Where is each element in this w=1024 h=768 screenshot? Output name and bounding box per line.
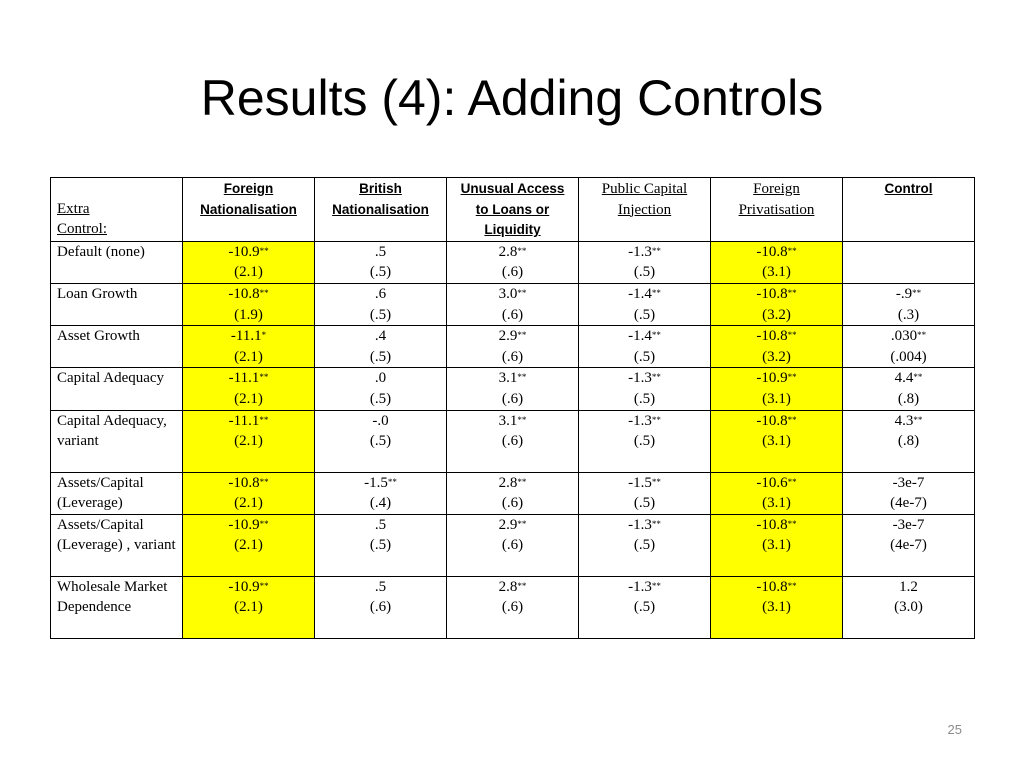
table-cell bbox=[711, 576, 843, 638]
table-cell bbox=[843, 326, 975, 368]
standard-error: (.5) bbox=[633, 390, 656, 407]
table-row bbox=[51, 368, 975, 410]
estimate-line bbox=[321, 473, 440, 494]
standard-error: (.5) bbox=[633, 306, 656, 323]
significance-stars: ** bbox=[913, 372, 923, 383]
estimate-line bbox=[189, 515, 308, 536]
estimate-line bbox=[453, 284, 572, 305]
estimate-value: 3.1 bbox=[498, 370, 518, 387]
table-cell bbox=[183, 410, 315, 472]
standard-error: (.5) bbox=[369, 537, 392, 554]
row-label: Asset Growth bbox=[51, 326, 183, 368]
estimate-line bbox=[585, 473, 704, 494]
estimate-line bbox=[321, 368, 440, 389]
estimate-value: .5 bbox=[374, 516, 387, 533]
significance-stars: ** bbox=[517, 330, 527, 341]
estimate-value: -10.8 bbox=[756, 412, 788, 429]
significance-stars: ** bbox=[787, 245, 797, 256]
row-label: Loan Growth bbox=[51, 283, 183, 325]
estimate-line bbox=[453, 411, 572, 432]
column-header-british-nationalisation: British Nationalisation bbox=[315, 178, 447, 242]
estimate-value: -1.3 bbox=[628, 370, 652, 387]
column-header-public-capital-injection: Public Capital Injection bbox=[579, 178, 711, 242]
estimate-line bbox=[585, 284, 704, 305]
standard-error: (.6) bbox=[501, 433, 524, 450]
table-row bbox=[51, 326, 975, 368]
table-cell bbox=[447, 283, 579, 325]
table-cell bbox=[579, 326, 711, 368]
table-cell bbox=[315, 326, 447, 368]
table-cell bbox=[447, 326, 579, 368]
estimate-line bbox=[849, 577, 968, 598]
table-cell bbox=[711, 368, 843, 410]
table-cell bbox=[843, 368, 975, 410]
estimate-line bbox=[189, 473, 308, 494]
estimate-value: -1.3 bbox=[628, 243, 652, 260]
table-cell bbox=[183, 241, 315, 283]
standard-error: (.8) bbox=[897, 433, 920, 450]
standard-error: (.5) bbox=[633, 348, 656, 365]
table-cell bbox=[579, 576, 711, 638]
standard-error: (.6) bbox=[501, 264, 524, 281]
estimate-value: -.9 bbox=[895, 285, 913, 302]
estimate-value: -1.5 bbox=[364, 474, 388, 491]
table-cell bbox=[183, 576, 315, 638]
significance-stars: ** bbox=[259, 245, 269, 256]
table-row bbox=[51, 241, 975, 283]
standard-error: (2.1) bbox=[234, 264, 263, 281]
significance-stars: ** bbox=[913, 414, 923, 425]
table-cell bbox=[315, 576, 447, 638]
significance-stars: ** bbox=[517, 518, 527, 529]
standard-error: (.3) bbox=[897, 306, 920, 323]
estimate-value: -1.4 bbox=[628, 285, 652, 302]
standard-error: (3.0) bbox=[894, 599, 923, 616]
significance-stars: ** bbox=[651, 372, 661, 383]
significance-stars: ** bbox=[517, 414, 527, 425]
estimate-value: 3.0 bbox=[498, 285, 518, 302]
table-cell bbox=[579, 472, 711, 514]
estimate-line bbox=[585, 515, 704, 536]
standard-error: (.5) bbox=[633, 537, 656, 554]
table-cell bbox=[579, 410, 711, 472]
slide-title: Results (4): Adding Controls bbox=[200, 70, 824, 126]
standard-error: (.8) bbox=[897, 390, 920, 407]
estimate-line bbox=[453, 326, 572, 347]
estimate-value: 4.3 bbox=[894, 412, 914, 429]
estimate-value: .4 bbox=[374, 328, 387, 345]
estimate-value: 3.1 bbox=[498, 412, 518, 429]
table-body bbox=[51, 241, 975, 638]
estimate-line bbox=[849, 284, 968, 305]
estimate-value: .0 bbox=[374, 370, 387, 387]
significance-stars: ** bbox=[651, 518, 661, 529]
table-cell bbox=[315, 283, 447, 325]
estimate-value: -11.1 bbox=[230, 328, 262, 345]
estimate-line bbox=[189, 242, 308, 263]
standard-error: (.4) bbox=[369, 495, 392, 512]
estimate-line bbox=[849, 473, 968, 494]
significance-stars: ** bbox=[259, 414, 269, 425]
estimate-line bbox=[453, 473, 572, 494]
page-number: 25 bbox=[947, 722, 962, 737]
standard-error: (3.1) bbox=[762, 495, 791, 512]
estimate-value: -1.3 bbox=[628, 578, 652, 595]
table-cell bbox=[711, 410, 843, 472]
table-cell bbox=[183, 472, 315, 514]
table-row bbox=[51, 576, 975, 638]
table-cell bbox=[447, 241, 579, 283]
standard-error: (2.1) bbox=[234, 390, 263, 407]
estimate-line bbox=[321, 242, 440, 263]
table-cell bbox=[711, 241, 843, 283]
standard-error: (.004) bbox=[890, 348, 927, 365]
standard-error: (2.1) bbox=[234, 433, 263, 450]
estimate-value: 4.4 bbox=[894, 370, 914, 387]
table-cell bbox=[447, 576, 579, 638]
table-cell bbox=[315, 241, 447, 283]
standard-error: (3.1) bbox=[762, 433, 791, 450]
table-cell bbox=[579, 283, 711, 325]
significance-stars: ** bbox=[259, 580, 269, 591]
estimate-value: 2.8 bbox=[498, 474, 518, 491]
significance-stars: ** bbox=[651, 287, 661, 298]
standard-error: (.6) bbox=[501, 495, 524, 512]
standard-error: (4e-7) bbox=[890, 537, 927, 554]
significance-stars: ** bbox=[787, 372, 797, 383]
estimate-line bbox=[717, 411, 836, 432]
estimate-line bbox=[453, 368, 572, 389]
corner-label-line: Extra bbox=[57, 200, 90, 217]
column-header-unusual-access: Unusual Access to Loans or Liquidity bbox=[447, 178, 579, 242]
estimate-value: -10.8 bbox=[756, 578, 788, 595]
estimate-line bbox=[585, 326, 704, 347]
row-label: Wholesale Market Dependence bbox=[51, 576, 183, 638]
significance-stars: ** bbox=[259, 287, 269, 298]
standard-error: (2.1) bbox=[234, 537, 263, 554]
estimate-value: -10.8 bbox=[228, 285, 260, 302]
estimate-line bbox=[717, 242, 836, 263]
standard-error: (.5) bbox=[633, 495, 656, 512]
standard-error: (.6) bbox=[501, 348, 524, 365]
table-cell bbox=[447, 368, 579, 410]
standard-error: (3.1) bbox=[762, 537, 791, 554]
estimate-value: 2.8 bbox=[498, 243, 518, 260]
column-header-foreign-nationalisation: Foreign Nationalisation bbox=[183, 178, 315, 242]
results-table bbox=[50, 177, 975, 639]
significance-stars: ** bbox=[259, 372, 269, 383]
estimate-line bbox=[321, 326, 440, 347]
estimate-value: -10.8 bbox=[756, 285, 788, 302]
standard-error: (.5) bbox=[369, 433, 392, 450]
significance-stars: ** bbox=[517, 476, 527, 487]
table-cell bbox=[843, 283, 975, 325]
table-cell bbox=[183, 283, 315, 325]
table-cell bbox=[315, 514, 447, 576]
row-label: Capital Adequacy bbox=[51, 368, 183, 410]
standard-error: (4e-7) bbox=[890, 495, 927, 512]
estimate-line bbox=[189, 577, 308, 598]
estimate-value: 1.2 bbox=[899, 578, 918, 595]
table-cell bbox=[447, 514, 579, 576]
estimate-value: -10.8 bbox=[756, 328, 788, 345]
estimate-line bbox=[849, 368, 968, 389]
estimate-value: -3e-7 bbox=[892, 516, 925, 533]
estimate-value: -1.3 bbox=[628, 412, 652, 429]
row-label: Capital Adequacy, variant bbox=[51, 410, 183, 472]
table-cell bbox=[843, 241, 975, 283]
standard-error: (1.9) bbox=[234, 306, 263, 323]
table-cell bbox=[579, 514, 711, 576]
standard-error: (.5) bbox=[633, 264, 656, 281]
estimate-value: 2.9 bbox=[498, 328, 518, 345]
table-cell bbox=[447, 472, 579, 514]
estimate-line bbox=[717, 368, 836, 389]
standard-error: (.6) bbox=[501, 537, 524, 554]
significance-stars: * bbox=[261, 330, 267, 341]
significance-stars: ** bbox=[259, 476, 269, 487]
significance-stars: ** bbox=[651, 245, 661, 256]
standard-error: (.6) bbox=[501, 306, 524, 323]
estimate-line bbox=[453, 242, 572, 263]
table-cell bbox=[711, 514, 843, 576]
significance-stars: ** bbox=[387, 476, 397, 487]
significance-stars: ** bbox=[787, 580, 797, 591]
significance-stars: ** bbox=[651, 580, 661, 591]
estimate-line bbox=[189, 411, 308, 432]
estimate-value: -10.6 bbox=[756, 474, 788, 491]
significance-stars: ** bbox=[517, 372, 527, 383]
estimate-line bbox=[321, 411, 440, 432]
row-label: Assets/Capital (Leverage) , variant bbox=[51, 514, 183, 576]
standard-error: (.6) bbox=[501, 390, 524, 407]
estimate-value: -10.9 bbox=[228, 516, 260, 533]
table-row bbox=[51, 283, 975, 325]
estimate-line bbox=[717, 284, 836, 305]
estimate-line bbox=[585, 577, 704, 598]
estimate-line bbox=[189, 284, 308, 305]
estimate-value: .6 bbox=[374, 285, 387, 302]
estimate-value: -10.8 bbox=[756, 243, 788, 260]
significance-stars: ** bbox=[517, 580, 527, 591]
estimate-value: -10.9 bbox=[756, 370, 788, 387]
estimate-value: -10.8 bbox=[228, 474, 260, 491]
table-cell bbox=[579, 241, 711, 283]
table-cell bbox=[315, 368, 447, 410]
estimate-line bbox=[321, 284, 440, 305]
standard-error: (3.1) bbox=[762, 599, 791, 616]
table-cell bbox=[843, 472, 975, 514]
table-cell bbox=[843, 514, 975, 576]
estimate-value: .030 bbox=[890, 328, 918, 345]
estimate-line bbox=[321, 577, 440, 598]
estimate-line bbox=[585, 411, 704, 432]
standard-error: (3.1) bbox=[762, 264, 791, 281]
corner-label bbox=[51, 178, 183, 242]
standard-error: (.6) bbox=[501, 599, 524, 616]
standard-error: (2.1) bbox=[234, 348, 263, 365]
estimate-value: .5 bbox=[374, 578, 387, 595]
estimate-line bbox=[189, 326, 308, 347]
estimate-line bbox=[717, 515, 836, 536]
estimate-value: -.0 bbox=[372, 412, 389, 429]
estimate-line bbox=[453, 515, 572, 536]
estimate-value: 2.8 bbox=[498, 578, 518, 595]
table-cell bbox=[315, 410, 447, 472]
significance-stars: ** bbox=[912, 287, 922, 298]
significance-stars: ** bbox=[651, 330, 661, 341]
significance-stars: ** bbox=[787, 287, 797, 298]
table-cell bbox=[447, 410, 579, 472]
estimate-value: -10.9 bbox=[228, 243, 260, 260]
estimate-value: -10.8 bbox=[756, 516, 788, 533]
standard-error: (.5) bbox=[633, 433, 656, 450]
header-row bbox=[51, 178, 975, 242]
significance-stars: ** bbox=[917, 330, 927, 341]
estimate-value: -11.1 bbox=[228, 412, 260, 429]
table-cell bbox=[711, 326, 843, 368]
table-row bbox=[51, 514, 975, 576]
standard-error: (3.1) bbox=[762, 390, 791, 407]
standard-error: (.5) bbox=[369, 264, 392, 281]
standard-error: (.5) bbox=[369, 306, 392, 323]
standard-error: (2.1) bbox=[234, 599, 263, 616]
estimate-line bbox=[585, 242, 704, 263]
table-row bbox=[51, 410, 975, 472]
standard-error: (2.1) bbox=[234, 495, 263, 512]
row-label: Assets/Capital (Leverage) bbox=[51, 472, 183, 514]
estimate-line bbox=[717, 326, 836, 347]
estimate-value: -10.9 bbox=[228, 578, 260, 595]
significance-stars: ** bbox=[787, 476, 797, 487]
standard-error: (3.2) bbox=[762, 306, 791, 323]
table-cell bbox=[711, 472, 843, 514]
standard-error: (.6) bbox=[369, 599, 392, 616]
estimate-line bbox=[321, 515, 440, 536]
column-header-foreign-privatisation: Foreign Privatisation bbox=[711, 178, 843, 242]
table-cell bbox=[183, 514, 315, 576]
significance-stars: ** bbox=[787, 518, 797, 529]
estimate-value: -11.1 bbox=[228, 370, 260, 387]
corner-label-line: Control: bbox=[57, 221, 108, 238]
estimate-line bbox=[849, 411, 968, 432]
estimate-value: 2.9 bbox=[498, 516, 518, 533]
significance-stars: ** bbox=[517, 245, 527, 256]
table-cell bbox=[315, 472, 447, 514]
standard-error: (.5) bbox=[369, 390, 392, 407]
table-cell bbox=[711, 283, 843, 325]
significance-stars: ** bbox=[651, 476, 661, 487]
table-cell bbox=[843, 576, 975, 638]
estimate-line bbox=[717, 577, 836, 598]
estimate-line bbox=[849, 515, 968, 536]
significance-stars: ** bbox=[651, 414, 661, 425]
estimate-line bbox=[585, 368, 704, 389]
estimate-line bbox=[717, 473, 836, 494]
standard-error: (.5) bbox=[633, 599, 656, 616]
significance-stars: ** bbox=[787, 414, 797, 425]
table-cell bbox=[183, 326, 315, 368]
estimate-value: -1.5 bbox=[628, 474, 652, 491]
table-cell bbox=[183, 368, 315, 410]
estimate-line bbox=[189, 368, 308, 389]
significance-stars: ** bbox=[787, 330, 797, 341]
estimate-line bbox=[849, 326, 968, 347]
estimate-value: -1.3 bbox=[628, 516, 652, 533]
estimate-value: .5 bbox=[374, 243, 387, 260]
row-label: Default (none) bbox=[51, 241, 183, 283]
significance-stars: ** bbox=[259, 518, 269, 529]
table-cell bbox=[843, 410, 975, 472]
estimate-value: -3e-7 bbox=[892, 474, 925, 491]
estimate-line bbox=[453, 577, 572, 598]
estimate-value: -1.4 bbox=[628, 328, 652, 345]
column-header-control: Control bbox=[843, 178, 975, 242]
standard-error: (.5) bbox=[369, 348, 392, 365]
table-row bbox=[51, 472, 975, 514]
significance-stars: ** bbox=[517, 287, 527, 298]
standard-error: (3.2) bbox=[762, 348, 791, 365]
table-cell bbox=[579, 368, 711, 410]
